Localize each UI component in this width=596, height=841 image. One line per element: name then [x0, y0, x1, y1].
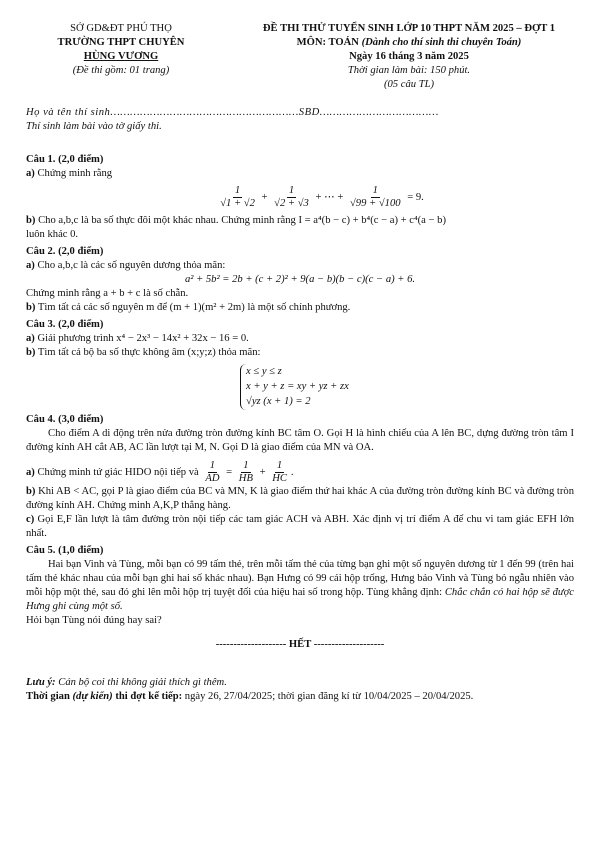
exam-subject-note: (Dành cho thí sinh thi chuyên Toán)	[361, 36, 522, 48]
q1-b: b) Cho a,b,c là ba số thực đôi một khác nhau. Chứng minh rằng I = a⁴(b − c) + b⁴(c − a) + c⁴(a − b)	[26, 215, 446, 227]
exam-page	[26, 22, 574, 704]
q4-intro: Cho điểm A di động trên nửa đường tròn đường kính BC tâm O. Gọi H là hình chiếu của A lên BC, dựng đường tròn tâm I đường kính AH cắt AB, AC lần lượt tại M, N. Gọi D là giao điểm của MN và OA.	[26, 427, 574, 453]
page-count: (Đề thi gồm: 01 trang)	[72, 64, 170, 76]
q2-title: Câu 2. (2,0 điểm)	[26, 246, 104, 257]
question-count: (05 câu TL)	[383, 78, 435, 90]
q1-a: a) Chứng minh rằng	[26, 167, 113, 179]
exam-subject: MÔN: TOÁN (Dành cho thí sinh thi chuyên Toán)	[296, 36, 522, 48]
q4-a: a) Chứng minh tứ giác HIDO nội tiếp và $\frac{1}{AD}$ = $\frac{1}{HB}$ + $\frac{1}{HC}$ .	[26, 459, 294, 484]
q3-a: a) Giải phương trình x⁴ − 2x³ − 14x² + 32x − 16 = 0.	[26, 332, 249, 344]
q1-b-cont: luôn khác 0.	[26, 229, 79, 241]
q4-title: Câu 4. (3,0 điểm)	[26, 413, 104, 425]
q1-a-formula: $\frac{1}{√1 + √2}$ + $\frac{1}{√2 + √3}$ + ⋯ + $\frac{1}{√99 + √100}$ = 9.	[220, 184, 424, 209]
q1-title: Câu 1. (2,0 điểm)	[26, 153, 104, 165]
q5-title: Câu 5. (1,0 điểm)	[26, 544, 104, 556]
fraction: $\frac{1}{√99 + √100}$	[349, 184, 401, 209]
fraction: $\frac{1}{√1 + √2}$	[220, 184, 255, 209]
q3-system	[236, 364, 574, 410]
note-line: Lưu ý: Cán bộ coi thi không giải thích gì thêm.	[26, 676, 227, 688]
q3-b: b) Tìm tất cả bộ ba số thực không âm (x;y;z) thỏa mãn:	[26, 346, 261, 358]
instruction: Thí sinh làm bài vào tờ giấy thi.	[26, 120, 162, 132]
q2-a: a) Cho a,b,c là các số nguyên dương thỏa mãn:	[26, 259, 226, 271]
exam-title: ĐỀ THI THỬ TUYỂN SINH LỚP 10 THPT NĂM 2025 – ĐỢT 1	[262, 23, 556, 34]
q4-b: b) Khi AB < AC, gọi P là giao điểm của BC và MN, K là giao điểm thứ hai khác A của đường tròn đường kính BC và đường tròn đường kính AH. Chứng minh A,K,P thẳng hàng.	[26, 486, 574, 512]
q2-a-equation: a² + 5b² = 2b + (c + 2)² + 9(a − b)(b − c)(c − a) + 6.	[184, 273, 416, 285]
end-mark: -------------------- HẾT --------------------	[215, 638, 385, 650]
q4-c: c) Gọi E,F lần lượt là tâm đường tròn nội tiếp các tam giác ACH và ABH. Xác định vị trí điểm A để chu vi tam giác EFH lớn nhất.	[26, 514, 574, 539]
q2-b: b) Tìm tất cả các số nguyên m để (m + 1)(m² + 2m) là một số chính phương.	[26, 301, 351, 313]
exam-header	[26, 22, 574, 92]
fraction: $\frac{1}{HB}$	[238, 459, 253, 484]
q5-question: Hỏi bạn Tùng nói đúng hay sai?	[26, 614, 162, 626]
department-name: SỞ GD&ĐT PHÚ THỌ	[70, 23, 172, 34]
fraction: $\frac{1}{HC}$	[272, 459, 287, 484]
q5-claim: Chắc chắn có hai hộp sẽ được Hưng ghi cùng một số.	[26, 586, 574, 612]
schedule-line: Thời gian (dự kiến) thi đợt kế tiếp: ngày 26, 27/04/2025; thời gian đăng kí từ 10/04/2025 – 20/04/2025.	[26, 690, 474, 702]
school-name: TRƯỜNG THPT CHUYÊN	[57, 36, 185, 48]
header-left	[26, 22, 216, 92]
school-name-2: HÙNG VƯƠNG	[83, 50, 159, 62]
header-right	[244, 22, 574, 92]
fraction: $\frac{1}{√2 + √3}$	[274, 184, 309, 209]
q3-title: Câu 3. (2,0 điểm)	[26, 318, 104, 330]
q5-text: Hai bạn Vinh và Tùng, mỗi bạn có 99 tấm thẻ, trên mỗi tấm thẻ của từng bạn ghi một số nguyên dương từ 1 đến 99 (trên hai tấm thẻ khác nhau của mỗi bạn ghi hai số khác nhau). Bạn Hưng có 99 cái hộp trống, Hưng bảo Vinh và Tùng bỏ ngẫu nhiên vào mỗi hộp một thẻ, sau đó ghi lên mỗi hộp trị tuyệt đối của hiệu hai số trong hộp. Tùng khẳng định: Chắc chắn có hai hộp sẽ được Hưng ghi cùng một số.	[26, 558, 574, 612]
exam-date: Ngày 16 tháng 3 năm 2025	[349, 50, 469, 62]
exam-duration: Thời gian làm bài: 150 phút.	[347, 64, 471, 76]
fraction: $\frac{1}{AD}$	[205, 459, 220, 484]
q2-a-cont: Chứng minh rằng a + b + c là số chẵn.	[26, 287, 189, 299]
equation-system: x ≤ y ≤ z x + y + z = xy + yz + zx √yz (x + 1) = 2	[240, 364, 349, 410]
candidate-line: Họ và tên thí sinh…………………………………………………SBD………………………………	[26, 106, 439, 118]
